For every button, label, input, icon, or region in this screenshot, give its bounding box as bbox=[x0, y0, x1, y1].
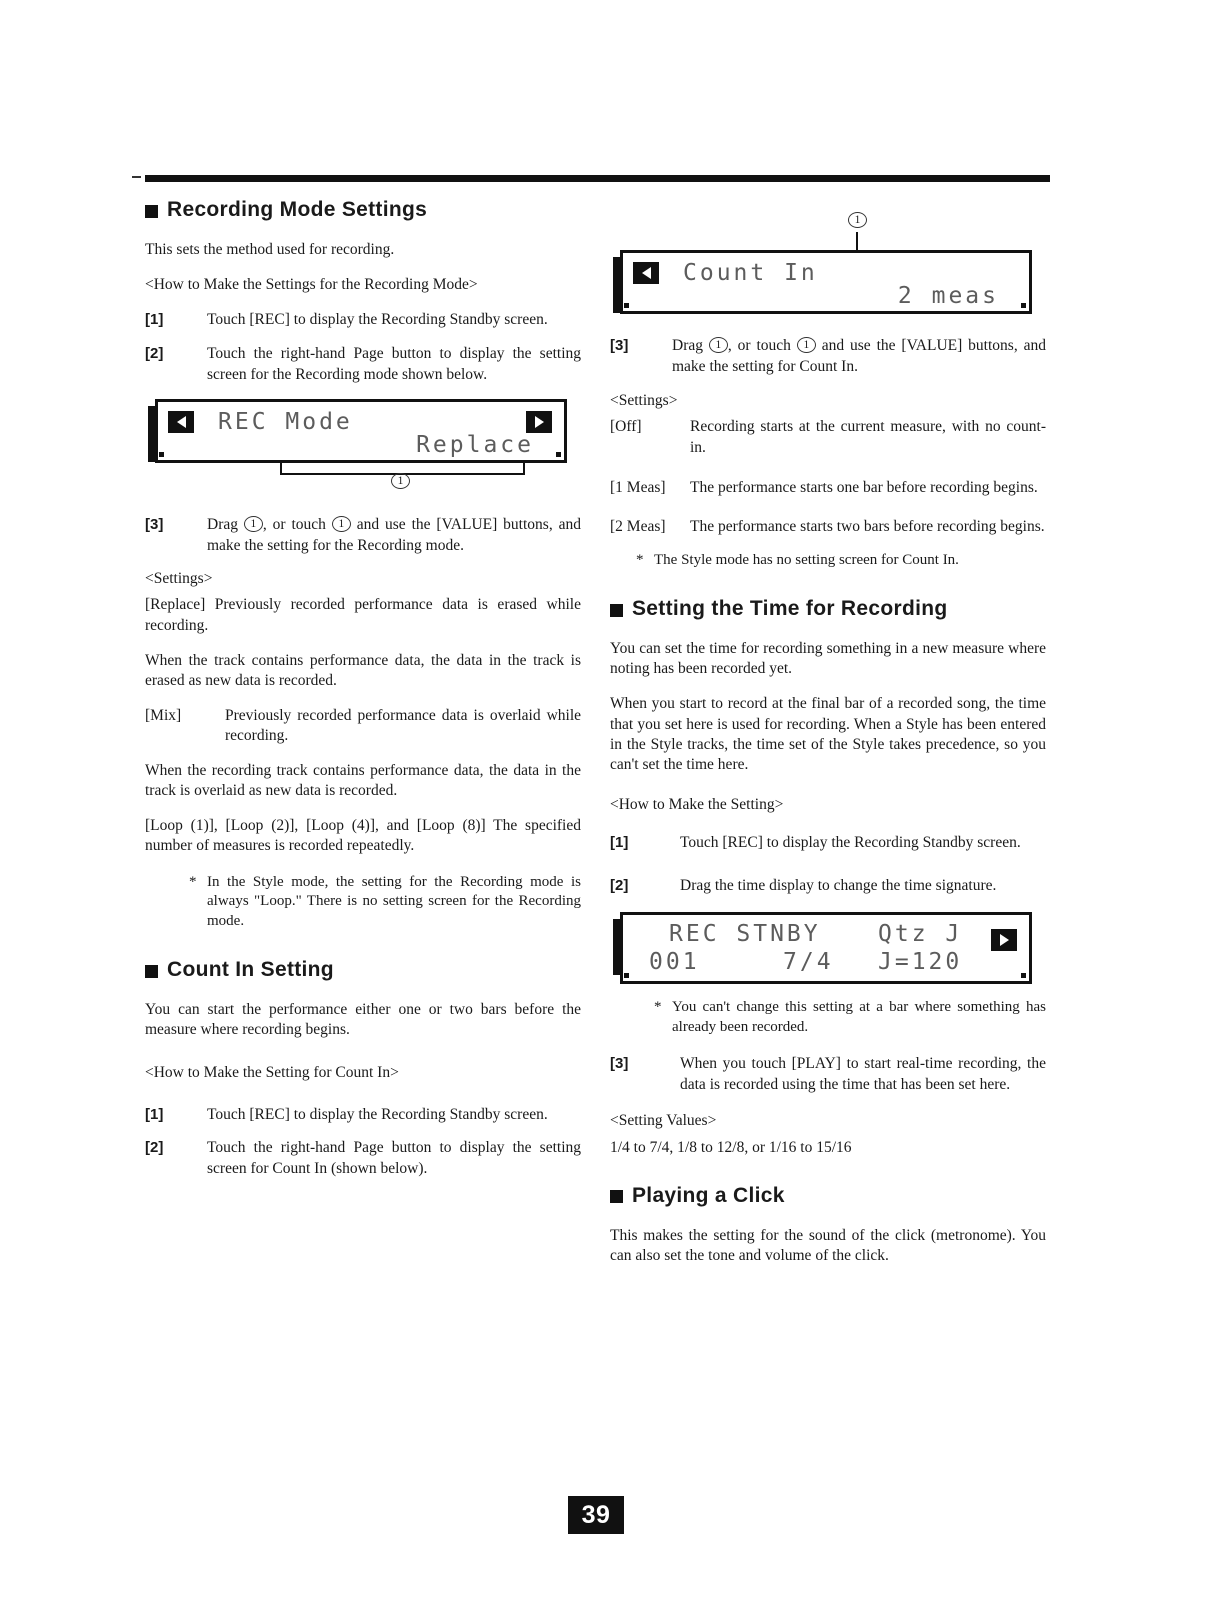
lcd-corner-dot bbox=[556, 452, 561, 457]
step-item bbox=[145, 1138, 581, 1179]
step-item bbox=[610, 833, 1046, 854]
step-item bbox=[610, 1054, 1046, 1095]
lcd-line-1b: Qtz J bbox=[878, 921, 963, 948]
step-text: Drag the time display to change the time signature. bbox=[680, 876, 997, 894]
figure-rec-mode-screen bbox=[145, 399, 581, 493]
lcd-panel bbox=[620, 250, 1032, 314]
style-note-text: The Style mode has no setting screen for Count In. bbox=[654, 552, 959, 569]
replace-note: When the track contains performance data, the data in the track is erased as new data is recorded. bbox=[145, 651, 581, 689]
heading-setting-time-for-recording bbox=[610, 597, 1046, 621]
heading-recording-mode-settings bbox=[145, 198, 581, 222]
step-number: [2] bbox=[610, 876, 629, 894]
square-bullet-icon bbox=[610, 604, 623, 617]
off-definition-row bbox=[610, 417, 1046, 458]
mix-label: [Mix] bbox=[145, 707, 182, 725]
left-column bbox=[145, 198, 581, 1193]
heading-playing-a-click bbox=[610, 1184, 1046, 1208]
step-number: [2] bbox=[145, 1139, 164, 1157]
step-text: Touch [REC] to display the Recording Standby screen. bbox=[680, 834, 1021, 852]
page-left-button[interactable] bbox=[633, 262, 659, 284]
time-note bbox=[610, 998, 1046, 1038]
step-item bbox=[610, 876, 1046, 897]
howto-label-count-in: <How to Make the Setting for Count In> bbox=[145, 1063, 399, 1081]
meas2-definition-row bbox=[610, 517, 1046, 537]
asterisk-icon: * bbox=[654, 999, 662, 1016]
step-text: Touch [REC] to display the Recording Standby screen. bbox=[207, 311, 548, 329]
callout-number: 1 bbox=[391, 473, 410, 489]
step-number: [2] bbox=[145, 344, 164, 362]
step-item bbox=[145, 310, 581, 331]
callout-number: 1 bbox=[709, 337, 728, 353]
step-number: [1] bbox=[145, 311, 164, 329]
off-definition: Recording starts at the current measure, with no count-in. bbox=[690, 418, 1046, 456]
step-item bbox=[145, 344, 581, 385]
time-note-text: You can't change this setting at a bar where something has already been recorded. bbox=[672, 999, 1046, 1036]
heading-text: Recording Mode Settings bbox=[167, 198, 428, 221]
callout-number: 1 bbox=[797, 337, 816, 353]
lcd-corner-dot bbox=[1021, 303, 1026, 308]
time-paragraph-2: When you start to record at the final bar of a recorded song, the time that you set here is used for recording. When a Style has been entered in the Style tracks, the time set of the Style takes precedence, so you can't set the time here. bbox=[610, 695, 1046, 773]
heading-text: Count In Setting bbox=[167, 958, 334, 982]
step-number: [3] bbox=[610, 1055, 629, 1073]
lcd-line-2: 2 meas bbox=[897, 283, 999, 309]
step-text-post: and use the [VALUE] buttons, and make the setting for the Recording mode. bbox=[207, 516, 581, 554]
heading-text: Playing a Click bbox=[632, 1183, 785, 1207]
page-number: 39 bbox=[568, 1496, 624, 1534]
loop-definition: [Loop (1)], [Loop (2)], [Loop (4)], and [Loop (8)] The specified number of measures is recorded repeatedly. bbox=[145, 817, 581, 855]
step-number: [1] bbox=[145, 1105, 164, 1123]
settings-label: <Settings> bbox=[610, 392, 678, 410]
step-number: [3] bbox=[610, 337, 629, 354]
off-label: [Off] bbox=[610, 418, 642, 436]
step-item bbox=[145, 1105, 581, 1126]
step-text-post: and use the [VALUE] buttons, and make the setting for Count In. bbox=[672, 337, 1046, 375]
time-paragraph-1: You can set the time for recording something in a new measure where noting has been recorded yet. bbox=[610, 640, 1046, 678]
count-in-intro: You can start the performance either one or two bars before the measure where recording begins. bbox=[145, 1001, 581, 1039]
lcd-corner-dot bbox=[1021, 973, 1026, 978]
right-column bbox=[610, 208, 1046, 1281]
loop-note bbox=[145, 873, 581, 933]
callout-brace-top bbox=[620, 214, 1046, 244]
lcd-line-2b: 7/4 bbox=[783, 949, 834, 976]
lcd-line-2: 001 bbox=[649, 949, 700, 976]
callout-number: 1 bbox=[848, 212, 867, 228]
step-text-pre: Drag bbox=[672, 337, 709, 354]
mix-note: When the recording track contains performance data, the data in the track is overlaid as new data is recorded. bbox=[145, 761, 581, 800]
margin-tick bbox=[132, 176, 141, 178]
callout-brace bbox=[155, 463, 581, 493]
lcd-panel bbox=[620, 912, 1032, 984]
step-text-pre: Drag bbox=[207, 516, 244, 534]
meas1-definition: The performance starts one bar before recording begins. bbox=[690, 479, 1038, 497]
lcd-panel bbox=[155, 399, 567, 463]
square-bullet-icon bbox=[145, 205, 158, 218]
page-right-button[interactable] bbox=[991, 929, 1017, 951]
howto-label-time: <How to Make the Setting> bbox=[610, 795, 784, 813]
style-mode-note bbox=[610, 551, 1046, 571]
square-bullet-icon bbox=[145, 965, 158, 978]
header-rule bbox=[145, 175, 1050, 182]
meas1-label: [1 Meas] bbox=[610, 479, 666, 497]
step-text: When you touch [PLAY] to start real-time recording, the data is recorded using the time that has been set here. bbox=[680, 1055, 1046, 1093]
replace-definition: [Replace] Previously recorded performance data is erased while recording. bbox=[145, 596, 581, 634]
meas1-definition-row bbox=[610, 478, 1046, 498]
intro-paragraph: This sets the method used for recording. bbox=[145, 241, 395, 258]
heading-count-in-setting bbox=[145, 958, 581, 982]
step-text: Touch the right-hand Page button to display the setting screen for the Recording mode shown below. bbox=[207, 344, 581, 383]
mix-definition: Previously recorded performance data is overlaid while recording. bbox=[225, 707, 581, 745]
step-number: [1] bbox=[610, 834, 629, 852]
square-bullet-icon bbox=[610, 1190, 623, 1203]
step-number: [3] bbox=[145, 516, 164, 534]
lcd-line-2: Replace bbox=[416, 432, 534, 459]
setting-values-label: <Setting Values> bbox=[610, 1112, 717, 1130]
lcd-line-1: REC Mode bbox=[218, 409, 353, 436]
loop-note-text: In the Style mode, the setting for the Recording mode is always "Loop." There is no setting screen for the Recording mode. bbox=[207, 873, 581, 930]
step-text bbox=[672, 336, 1046, 377]
heading-text: Setting the Time for Recording bbox=[632, 597, 948, 621]
step-text: Touch the right-hand Page button to display the setting screen for Count In (shown below). bbox=[207, 1139, 581, 1177]
lcd-line-1: Count In bbox=[683, 260, 818, 286]
step-text-mid: , or touch bbox=[262, 516, 332, 534]
step-text bbox=[207, 515, 581, 556]
figure-rec-standby-screen bbox=[610, 912, 1046, 984]
step-item bbox=[145, 515, 581, 556]
page-right-button[interactable] bbox=[526, 411, 552, 433]
step-text-mid: , or touch bbox=[727, 337, 797, 354]
callout-number: 1 bbox=[332, 516, 351, 532]
lcd-line-1: REC STNBY bbox=[669, 921, 821, 948]
step-text: Touch [REC] to display the Recording Standby screen. bbox=[207, 1105, 548, 1123]
mix-definition-row bbox=[145, 706, 581, 747]
page-left-button[interactable] bbox=[168, 411, 194, 433]
meas2-label: [2 Meas] bbox=[610, 517, 666, 535]
meas2-definition: The performance starts two bars before recording begins. bbox=[690, 517, 1045, 535]
howto-label-recording-mode: <How to Make the Settings for the Recording Mode> bbox=[145, 276, 478, 294]
callout-number: 1 bbox=[244, 516, 263, 532]
asterisk-icon: * bbox=[636, 552, 644, 569]
lcd-line-2c: J=120 bbox=[878, 949, 963, 976]
settings-label: <Settings> bbox=[145, 570, 213, 588]
step-item bbox=[610, 336, 1046, 377]
click-paragraph: This makes the setting for the sound of the click (metronome). You can also set the tone and volume of the click. bbox=[610, 1226, 1046, 1264]
asterisk-icon: * bbox=[189, 873, 197, 890]
setting-values: 1/4 to 7/4, 1/8 to 12/8, or 1/16 to 15/16 bbox=[610, 1138, 852, 1156]
figure-count-in-screen bbox=[610, 214, 1046, 314]
